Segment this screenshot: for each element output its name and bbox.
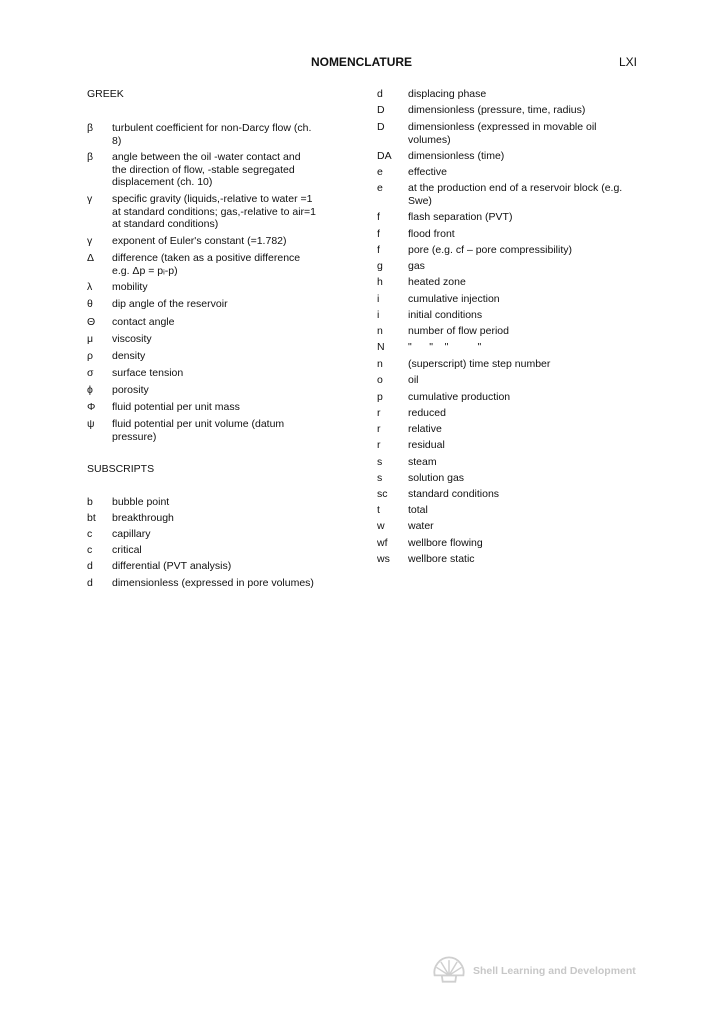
symbol: o: [377, 374, 383, 386]
symbol: r: [377, 407, 381, 419]
definition: reduced: [408, 407, 446, 419]
definition: water: [408, 520, 434, 532]
definition: flash separation (PVT): [408, 211, 513, 223]
symbol: N: [377, 341, 385, 353]
definition: residual: [408, 439, 445, 451]
list-item: [377, 456, 623, 469]
definition: capillary: [112, 528, 151, 540]
definition: dip angle of the reservoir: [112, 298, 228, 310]
symbol: c: [87, 544, 93, 556]
list-item: [377, 358, 623, 371]
definition: wellbore flowing: [408, 537, 483, 549]
symbol: ψ: [87, 418, 95, 430]
list-item: [377, 423, 623, 436]
symbol: s: [377, 472, 383, 484]
symbol: c: [87, 528, 93, 540]
definition: dimensionless (time): [408, 150, 505, 162]
definition: " " " ": [408, 341, 482, 353]
definition: cumulative production: [408, 391, 511, 403]
symbol: i: [377, 309, 380, 321]
symbol: h: [377, 276, 383, 288]
list-item: [377, 472, 623, 485]
logo-text: Shell Learning and Development: [473, 965, 636, 977]
symbol: γ: [87, 193, 93, 205]
symbol: wf: [377, 537, 388, 549]
symbol: γ: [87, 235, 93, 247]
symbol: d: [87, 577, 93, 589]
list-item: [377, 374, 623, 387]
list-item: [377, 166, 623, 179]
definition: differential (PVT analysis): [112, 560, 232, 572]
definition: density: [112, 350, 146, 362]
list-item: [87, 333, 317, 346]
definition: solution gas: [408, 472, 465, 484]
page-number: LXI: [618, 55, 637, 69]
symbol: f: [377, 211, 380, 223]
list-item: [87, 560, 317, 573]
list-item: [87, 193, 317, 231]
definition: turbulent coefficient for non-Darcy flow (ch. 8): [112, 122, 312, 147]
symbol: λ: [87, 281, 93, 293]
list-item: [87, 528, 317, 541]
definition: standard conditions: [408, 488, 500, 500]
list-item: [377, 293, 623, 306]
footer-logo: [431, 953, 641, 989]
list-item: [377, 325, 623, 338]
symbol: DA: [377, 150, 392, 162]
shell-logo-icon: [431, 953, 467, 990]
symbol: t: [377, 504, 380, 516]
definition: heated zone: [408, 276, 466, 288]
definition: critical: [112, 544, 142, 556]
definition: contact angle: [112, 316, 175, 328]
definition: fluid potential per unit mass: [112, 401, 240, 413]
list-item: [377, 553, 623, 566]
definition: dimensionless (expressed in movable oil volumes): [408, 121, 597, 146]
definition: number of flow period: [408, 325, 509, 337]
symbol: σ: [87, 367, 94, 379]
definition: wellbore static: [408, 553, 475, 565]
symbol: p: [377, 391, 383, 403]
definition: relative: [408, 423, 442, 435]
definition: angle between the oil -water contact and the direction of flow, -stable segregated displacement (ch. 10): [112, 151, 301, 188]
list-item: [377, 88, 623, 101]
symbol: e: [377, 166, 383, 178]
list-item: [87, 298, 317, 311]
symbol: bt: [87, 512, 96, 524]
list-item: [377, 182, 623, 207]
page-title: NOMENCLATURE: [310, 55, 413, 69]
symbol: g: [377, 260, 383, 272]
definition: flood front: [408, 228, 455, 240]
list-item: [377, 228, 623, 241]
list-item: [377, 260, 623, 273]
list-item: [87, 544, 317, 557]
definition: oil: [408, 374, 419, 386]
list-item: [87, 316, 317, 329]
symbol: f: [377, 244, 380, 256]
symbol: i: [377, 293, 380, 305]
list-item: [377, 520, 623, 533]
definition: bubble point: [112, 496, 170, 508]
list-item: [377, 276, 623, 289]
symbol: r: [377, 439, 381, 451]
definition: difference (taken as a positive difference e.g. Δp = pᵢ-p): [112, 252, 301, 277]
list-item: [377, 341, 623, 354]
symbol: d: [377, 88, 383, 100]
subscripts-heading: SUBSCRIPTS: [87, 463, 155, 475]
definition: porosity: [112, 384, 149, 396]
definition: fluid potential per unit volume (datum pressure): [112, 418, 285, 443]
definition: exponent of Euler's constant (=1.782): [112, 235, 287, 247]
symbol: D: [377, 121, 385, 133]
definition: steam: [408, 456, 437, 468]
list-item: [377, 439, 623, 452]
list-item: [377, 504, 623, 517]
list-item: [87, 384, 317, 397]
symbol: f: [377, 228, 380, 240]
definition: initial conditions: [408, 309, 483, 321]
list-item: [87, 496, 317, 509]
greek-heading: GREEK: [87, 88, 124, 100]
symbol: s: [377, 456, 383, 468]
definition: displacing phase: [408, 88, 487, 100]
list-item: [87, 512, 317, 525]
symbol: μ: [87, 333, 94, 345]
list-item: [377, 407, 623, 420]
symbol: ϕ: [87, 384, 93, 396]
symbol: n: [377, 325, 383, 337]
symbol: d: [87, 560, 93, 572]
symbol: β: [87, 151, 94, 163]
list-item: [87, 418, 317, 443]
definition: breakthrough: [112, 512, 174, 524]
list-item: [377, 150, 623, 163]
definition: specific gravity (liquids,-relative to water =1 at standard conditions; gas,-relative to air=1 at standard conditions): [112, 193, 316, 230]
definition: effective: [408, 166, 447, 178]
list-item: [87, 350, 317, 363]
definition: surface tension: [112, 367, 184, 379]
symbol: r: [377, 423, 381, 435]
definition: viscosity: [112, 333, 152, 345]
symbol: Φ: [87, 401, 96, 413]
list-item: [377, 309, 623, 322]
symbol: D: [377, 104, 385, 116]
list-item: [87, 401, 317, 414]
definition: mobility: [112, 281, 148, 293]
definition: dimensionless (expressed in pore volumes): [112, 577, 314, 589]
symbol: θ: [87, 298, 93, 310]
symbol: b: [87, 496, 93, 508]
symbol: w: [377, 520, 385, 532]
definition: (superscript) time step number: [408, 358, 551, 370]
definition: gas: [408, 260, 425, 272]
list-item: [377, 211, 623, 224]
list-item: [87, 577, 317, 590]
definition: pore (e.g. cf – pore compressibility): [408, 244, 572, 256]
definition: total: [408, 504, 428, 516]
definition: dimensionless (pressure, time, radius): [408, 104, 586, 116]
list-item: [87, 367, 317, 380]
definition: cumulative injection: [408, 293, 500, 305]
symbol: ρ: [87, 350, 93, 362]
symbol: n: [377, 358, 383, 370]
symbol: ws: [377, 553, 390, 565]
symbol: e: [377, 182, 383, 194]
list-item: [87, 122, 317, 147]
list-item: [377, 488, 623, 501]
list-item: [87, 235, 317, 248]
list-item: [377, 121, 623, 146]
symbol: Θ: [87, 316, 96, 328]
symbol: sc: [377, 488, 388, 500]
symbol: Δ: [87, 252, 95, 264]
symbol: β: [87, 122, 94, 134]
list-item: [87, 281, 317, 294]
list-item: [87, 151, 317, 189]
list-item: [377, 391, 623, 404]
list-item: [377, 537, 623, 550]
list-item: [87, 252, 317, 277]
definition: at the production end of a reservoir block (e.g. Swe): [408, 182, 623, 207]
list-item: [377, 244, 623, 257]
list-item: [377, 104, 623, 117]
